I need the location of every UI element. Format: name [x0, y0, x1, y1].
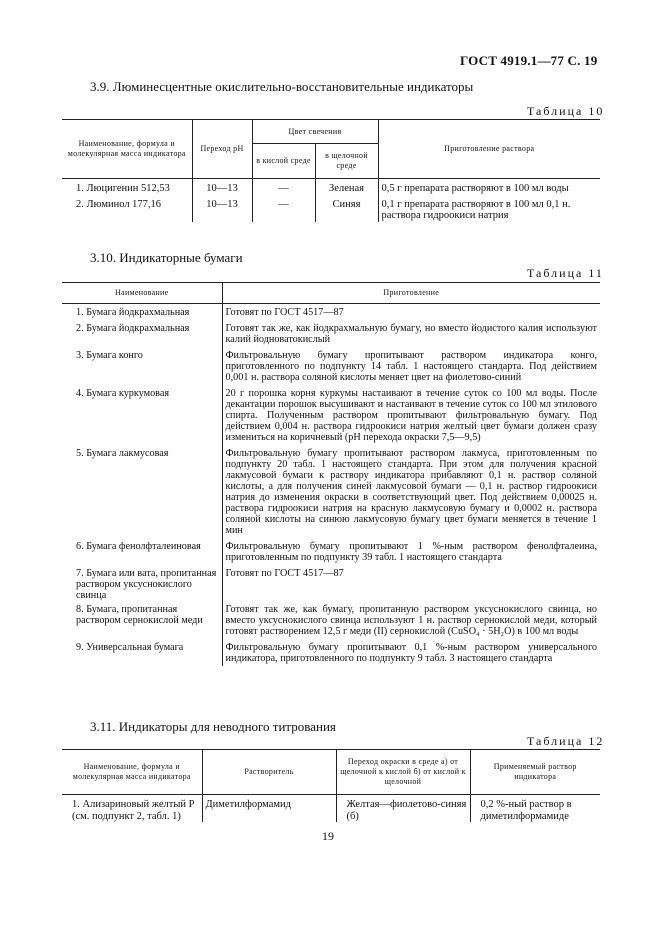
cell-prep: Фильтровальную бумагу пропитывают 0,1 %-ным раствором универсального индикатора, приготовленного по подпункту 9 табл. 3 настоящего стандарта: [225, 642, 597, 664]
table-10-header-ph: Переход рН: [192, 120, 252, 179]
table-10-label: Таблица 10: [527, 104, 605, 118]
table-row: [62, 795, 600, 823]
cell-name: 7. Бумага или вата, пропитанная раствором уксуснокислого свинца: [62, 565, 222, 601]
table-row: [62, 304, 600, 321]
table-11-label: Таблица 11: [527, 266, 604, 280]
table-12-header-transition: Переход окраски в среде а) от щелочной к кислой б) от кислой к щелочной: [336, 750, 470, 795]
cell-name: 1. Люцигенин 512,53: [62, 179, 192, 195]
cell-alkaline: Синяя: [315, 195, 378, 222]
section-title-3-11: 3.11. Индикаторы для неводного титрования: [90, 719, 336, 734]
table-10-header-alkaline: в щелочной среде: [315, 144, 378, 179]
cell-name: 9. Универсальная бумага: [62, 639, 222, 666]
table-12-header-solvent: Растворитель: [202, 750, 336, 795]
table-row: [62, 538, 600, 565]
cell-prep: 20 г порошка корня куркумы настаивают в течение суток со 100 мл воды. После декантации порошок высушивают и настаивают в течение суток со 100 мл этилового спирта. Полученным раствором пропитывают фильтровальную бумагу. Под действием 0,004 н. раствора гидроокиси натрия желтый цвет бумаги должен сразу измениться на коричневый (рН перехода окраски 7,5—9,5): [225, 388, 597, 443]
table-10-header-color: Цвет свечения: [252, 120, 378, 144]
cell-name: 2. Люминол 177,16: [62, 195, 192, 222]
table-row: [62, 639, 600, 666]
cell-ph: 10—13: [192, 179, 252, 195]
table-row: [62, 320, 600, 347]
table-row: [62, 565, 600, 601]
cell-name: 8. Бумага, пропитанная раствором сернокислой меди: [62, 601, 222, 639]
cell-prep: 0,1 г препарата растворяют в 100 мл 0,1 н. раствора гидроокиси натрия: [381, 198, 571, 221]
table-10-header-prep: Приготовление раствора: [378, 120, 600, 179]
table-row: [62, 385, 600, 445]
cell-prep: 0,5 г препарата растворяют в 100 мл воды: [381, 183, 569, 194]
cell-name: 1. Бумага йодкрахмальная: [62, 304, 222, 321]
page-header: ГОСТ 4919.1—77 С. 19: [460, 53, 598, 68]
section-title-3-10: 3.10. Индикаторные бумаги: [90, 250, 243, 265]
cell-acid: —: [252, 179, 315, 195]
cell-transition: Желтая—фиолетово-синяя (б): [336, 795, 470, 823]
cell-ph: 10—13: [192, 195, 252, 222]
table-11-header-prep: Приготовление: [383, 288, 440, 297]
cell-prep: Готовят по ГОСТ 4517—87: [225, 307, 344, 318]
cell-name: 2. Бумага йодкрахмальная: [62, 320, 222, 347]
page-number: 19: [322, 829, 334, 843]
cell-name: 4. Бумага куркумовая: [62, 385, 222, 445]
table-12-header-name: Наименование, формула и молекулярная масса индикатора: [62, 750, 202, 795]
cell-prep: Фильтровальную бумагу пропитывают раствором лакмуса, приготовленным по подпункту 20 табл. 1 настоящего стандарта. При этом для получения красной лакмусовой бумаги к раствору индикатора прибавляют 0,1 н. раствор соляной кислоты, а для получения синей лакмусовой бумаги — 0,1 н. раствор гидроокиси натрия до изменения окраски в соответствующий цвет. Под действием 0,00025 н. раствора гидроокиси натрия на красную лакмусовую бумагу и 0,0002 н. раствора соляной кислоты на синюю лакмусовую бумагу цвет бумаги меняется в течение 1 мин: [225, 448, 597, 536]
table-10-header-acid: в кислой среде: [252, 144, 315, 179]
cell-prep: Фильтровальную бумагу пропитывают раствором индикатора конго, приготовленного по подпункту 14 табл. 1 настоящего стандарта. Под действием 0,001 н. раствора соляной кислоты меняет цвет на фиолетово-синий: [225, 350, 597, 383]
table-row: [62, 601, 600, 639]
table-row: [62, 445, 600, 538]
table-11-header-name: Наименование: [62, 283, 222, 304]
cell-prep: Готовят так же, как йодкрахмальную бумагу, но вместо йодистого калия используют калий йодноватокислый: [225, 323, 597, 345]
cell-name: 3. Бумага конго: [62, 347, 222, 385]
table-10-header-name: Наименование, формула и молекулярная масса индикатора: [62, 120, 192, 179]
cell-name: 6. Бумага фенолфталеиновая: [62, 538, 222, 565]
table-row: [62, 347, 600, 385]
cell-prep: Готовят по ГОСТ 4517—87: [225, 568, 344, 579]
table-row: [62, 179, 600, 195]
table-12: [62, 749, 600, 822]
cell-prep: Фильтровальную бумагу пропитывают 1 %-ным раствором фенолфталеина, приготовленным по подпункту 39 табл. 1 настоящего стандарта: [225, 541, 597, 563]
cell-solvent: Диметилформамид: [202, 795, 336, 823]
table-11: [62, 282, 600, 666]
table-12-label: Таблица 12: [527, 734, 605, 748]
cell-acid: —: [252, 195, 315, 222]
cell-name: 5. Бумага лакмусовая: [62, 445, 222, 538]
cell-solution: 0,2 %-ный раствор в диметилформамиде: [480, 799, 572, 822]
section-title-3-9: 3.9. Люминесцентные окислительно-восстановительные индикаторы: [90, 79, 474, 94]
cell-name: 1. Ализариновый желтый Р (см. подпункт 2, табл. 1): [62, 795, 202, 823]
table-row: [62, 195, 600, 222]
table-12-header-solution: Применяемый раствор индикатора: [493, 762, 577, 781]
table-10: [62, 119, 600, 222]
cell-prep: Готовят так же, как бумагу, пропитанную раствором уксуснокислого свинца, но вместо уксуснокислого свинца используют 1 н. раствор сернокислой меди, который готовят растворением 12,5 г меди (II) сернокислой (CuSO₄ · 5H₂O) в 100 мл воды: [225, 604, 597, 637]
cell-alkaline: Зеленая: [315, 179, 378, 195]
